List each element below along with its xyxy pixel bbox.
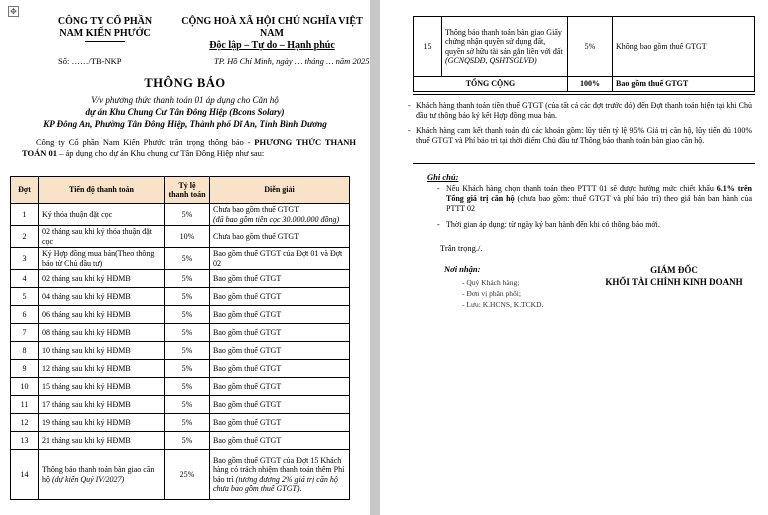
col-header-progress: Tiến độ thanh toán xyxy=(39,177,165,204)
table-row: 2 02 tháng sau khi ký thỏa thuận đặt cọc 10% Chưa bao gồm thuế GTGT xyxy=(11,226,350,248)
recipients-heading: Nơi nhận: xyxy=(444,264,481,274)
table-row: 12 19 tháng sau khi ký HĐMB 5% Bao gồm thuế GTGT xyxy=(11,414,350,432)
col-header-note: Diễn giải xyxy=(210,177,350,204)
payment-schedule-table xyxy=(10,176,350,500)
section-divider xyxy=(413,94,755,95)
list-item: - Khách hàng thanh toán tiền thuế GTGT (của tất cả các đợt trước đó) đến Đợt thanh toán hiện tại khi Chủ đầu tư thông báo ký kết Hợp đồng mua bán. xyxy=(408,101,752,120)
col-header-rate: Tỷ lệ thanh toán xyxy=(165,177,210,204)
recipient-item: - Quý Khách hàng; xyxy=(462,278,520,287)
company-name: CÔNG TY CỔ PHẦN NAM KIẾN PHƯỚC xyxy=(40,16,170,42)
table-row: 3 Ký Hợp đồng mua bán(Theo thông báo từ Chủ đầu tư) 5% Bao gồm thuế GTGT của Đợt 01 và Đợt 02 xyxy=(11,248,350,270)
list-item: - Thời gian áp dụng: từ ngày ký ban hành đến khi có thông báo mới. xyxy=(437,220,660,229)
note-heading: Ghi chú: xyxy=(427,172,459,182)
table-row: 1 Ký thỏa thuận đặt cọc 5% Chưa bao gồm thuế GTGT (đã bao gồm tiền cọc 30.000.000 đồng) xyxy=(11,204,350,226)
table-row: 11 17 tháng sau khi ký HĐMB 5% Bao gồm thuế GTGT xyxy=(11,396,350,414)
table-row: 9 12 tháng sau khi ký HĐMB 5% Bao gồm thuế GTGT xyxy=(11,360,350,378)
document-title: THÔNG BÁO xyxy=(144,76,226,90)
table-row: 13 21 tháng sau khi ký HĐMB 5% Bao gồm thuế GTGT xyxy=(11,432,350,450)
closing-regards: Trân trọng./. xyxy=(440,243,483,253)
list-item: - Khách hàng cam kết thanh toán đủ các khoản gồm: lũy tiến tỷ lệ 95% Giá trị căn hộ, lũy tiến đủ 100% thuế GTGT và Phí bảo trì tại thời điểm Chủ đầu tư Thông báo thanh toán bàn giao căn hộ. xyxy=(408,126,752,145)
move-anchor-icon[interactable]: ✥ xyxy=(8,6,19,17)
motto: Độc lập – Tự do – Hạnh phúc xyxy=(209,40,335,51)
header-divider xyxy=(85,41,125,42)
table-row: 6 06 tháng sau khi ký HĐMB 5% Bao gồm thuế GTGT xyxy=(11,306,350,324)
table-row: 8 10 tháng sau khi ký HĐMB 5% Bao gồm thuế GTGT xyxy=(11,342,350,360)
signer-unit: KHỐI TÀI CHÍNH KINH DOANH xyxy=(605,277,743,287)
place-date: TP. Hồ Chí Minh, ngày … tháng … năm 2025 xyxy=(214,56,370,66)
col-header-phase: Đợt xyxy=(11,177,39,204)
recipient-item: - Đơn vị phân phối; xyxy=(462,289,521,298)
document-number: Số: ……/TB-NKP xyxy=(58,56,122,66)
intro-paragraph: Công ty Cổ phần Nam Kiến Phước trân trọng thông báo - PHƯƠNG THỨC THANH TOÁN 01 – áp dụng cho dự án Khu chung cư Tân Đông Hiệp như sau: xyxy=(22,137,356,158)
nation-name: CỘNG HOÀ XÃ HỘI CHỦ NGHĨA VIỆT NAM xyxy=(181,16,363,39)
table-row: 4 02 tháng sau khi ký HĐMB 5% Bao gồm thuế GTGT xyxy=(11,270,350,288)
document-page-left xyxy=(0,0,370,515)
table-row: 7 08 tháng sau khi ký HĐMB 5% Bao gồm thuế GTGT xyxy=(11,324,350,342)
table-header-row xyxy=(11,177,350,204)
signer-title: GIÁM ĐỐC xyxy=(650,265,698,275)
section-divider xyxy=(413,163,755,164)
national-header xyxy=(178,16,366,52)
signature-block xyxy=(582,264,766,288)
table-row: 10 15 tháng sau khi ký HĐMB 5% Bao gồm thuế GTGT xyxy=(11,378,350,396)
table-row: 15 Thông báo thanh toán bàn giao Giấy chứng nhận quyền sử dụng đất, quyền sở hữu tài sản gắn liền với đất (GCNQSDĐ, QSHTSGLVĐ) 5% Không bao gồm thuế GTGT xyxy=(414,17,755,77)
table-row: 5 04 tháng sau khi ký HĐMB 5% Bao gồm thuế GTGT xyxy=(11,288,350,306)
document-page-right xyxy=(380,0,768,515)
list-item: - Nếu Khách hàng chọn thanh toán theo PTTT 01 sẽ được hưởng mức chiết khấu 6.1% trên Tổng giá trị căn hộ (chưa bao gồm: thuế GTGT và phí bảo trì) theo giá bán ban hành của PTTT 02 xyxy=(437,184,752,213)
recipient-item: - Lưu: K.HCNS, K.TCKD. xyxy=(462,300,544,309)
table-row: 14 Thông báo thanh toán bàn giao căn hộ (dự kiến Quý IV/2027) 25% Bao gồm thuế GTGT của Đợt 15 Khách hàng có trách nhiệm thanh toán thêm Phí bảo trì (tương đương 2% giá trị căn hộ chưa bao gồm thuế GTGT). xyxy=(11,450,350,500)
payment-schedule-table-continued xyxy=(413,16,755,92)
table-total-row: TỔNG CỘNG 100% Bao gồm thuế GTGT xyxy=(414,77,755,92)
document-subtitle: V/v phương thức thanh toán 01 áp dụng cho Căn hộ dự án Khu Chung Cư Tân Đông Hiệp (Bcons Solary) KP Đông An, Phường Tân Đông Hiệp, Thành phố Dĩ An, Tỉnh Bình Dương xyxy=(43,95,327,129)
page-gutter xyxy=(370,0,380,515)
